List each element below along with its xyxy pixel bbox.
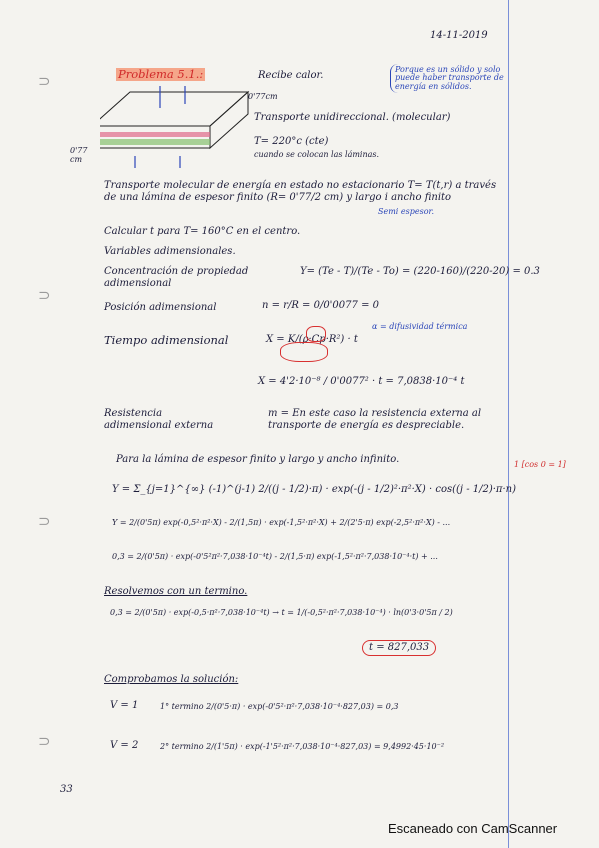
- equation-time: X = K/(ρ·Cp·R²) · t: [266, 334, 358, 345]
- bullet-variables: Variables adimensionales.: [104, 246, 236, 257]
- rho-cp-circle: [280, 342, 328, 362]
- series-numeric: 0,3 = 2/(0'5π) · exp(-0'5²π²·7,038·10⁻⁴t) - 2/(1,5·π) exp(-1,5²·π²·7,038·10⁻⁴·t) + ...: [112, 552, 438, 561]
- margin-line: [508, 0, 509, 848]
- transport-label: Transporte unidireccional. (molecular): [254, 112, 451, 123]
- thickness-side-label: 0'77 cm: [70, 146, 88, 165]
- binder-hole-icon: ⊃: [38, 512, 51, 530]
- solid-note: Porque es un sólido y solo puede haber transporte de energía en sólidos.: [390, 64, 523, 93]
- one-term-title: Resolvemos con un termino.: [104, 586, 248, 597]
- bullet-transport: Transporte molecular de energía en estado no estacionario T= T(t,r) a través de una lámina de espesor finito (R= 0'77/2 cm) y largo i ancho finito: [104, 180, 497, 203]
- thermal-diffusivity-note: α = difusividad térmica: [372, 322, 468, 331]
- laminas-note: cuando se colocan las láminas.: [254, 150, 380, 159]
- binder-hole-icon: ⊃: [38, 732, 51, 750]
- cos-note: 1 [cos 0 = 1]: [514, 460, 566, 469]
- k-circle: [306, 326, 326, 342]
- time-result: t = 827,033: [362, 640, 436, 656]
- temperature-label: T= 220°c (cte): [254, 136, 329, 147]
- bullet-resistance: Resistencia adimensional externa: [104, 408, 214, 431]
- equation-time-numeric: X = 4'2·10⁻⁸ / 0'0077² · t = 7,0838·10⁻⁴ t: [258, 376, 465, 387]
- equation-concentration: Y= (Te - T)/(Te - To) = (220-160)/(220-20) = 0.3: [300, 266, 540, 277]
- bullet-position: Posición adimensional: [104, 302, 217, 313]
- bullet-time: Tiempo adimensional: [104, 333, 229, 347]
- scanner-watermark: Escaneado con CamScanner: [388, 821, 558, 836]
- page-date: 14-11-2019: [430, 30, 488, 41]
- thickness-top-label: 0'77cm: [248, 92, 278, 101]
- series-sum: Y = Σ_{j=1}^{∞} (-1)^(j-1) 2/((j - 1/2)·π) · exp(-(j - 1/2)²·π²·X) · cos((j - 1/2)·π·n): [112, 484, 517, 495]
- binder-hole-icon: ⊃: [38, 72, 51, 90]
- series-intro: Para la lámina de espesor finito y largo y ancho infinito.: [116, 454, 400, 465]
- check-row-1: 1° termino 2/(0'5·π) · exp(-0'5²·π²·7,038·10⁻⁴·827,03) = 0,3: [160, 702, 399, 711]
- one-term-equation: 0,3 = 2/(0'5π) · exp(-0,5·π²·7,038·10⁻⁴t) → t = 1/(-0,5²·π²·7,038·10⁻⁴) · ln(0'3·0'5π / 2): [110, 608, 453, 617]
- problem-title: Problema 5.1.:: [118, 67, 204, 81]
- slab-diagram: [100, 86, 250, 176]
- resistance-explanation: m = En este caso la resistencia externa al transporte de energía es despreciable.: [268, 408, 482, 431]
- check-v2: V = 2: [110, 740, 139, 751]
- series-expanded: Y = 2/(0'5π) exp(-0,5²·π²·X) - 2/(1,5π) · exp(-1,5²·π²·X) + 2/(2'5·π) exp(-2,5²·π²·X) - ...: [112, 518, 451, 527]
- receives-heat-label: Recibe calor.: [258, 70, 324, 81]
- semi-thickness-note: Semi espesor.: [378, 207, 435, 216]
- bullet-concentration: Concentración de propiedad adimensional: [104, 266, 249, 289]
- page-number: 33: [60, 784, 73, 795]
- check-row-2: 2° termino 2/(1'5π) · exp(-1'5²·π²·7,038·10⁻⁴·827,03) = 9,4992·45·10⁻²: [160, 742, 445, 751]
- equation-position: n = r/R = 0/0'0077 = 0: [262, 300, 379, 311]
- check-title: Comprobamos la solución:: [104, 674, 239, 685]
- check-v1: V = 1: [110, 700, 139, 711]
- bullet-calculate: Calcular t para T= 160°C en el centro.: [104, 226, 301, 237]
- binder-hole-icon: ⊃: [38, 286, 51, 304]
